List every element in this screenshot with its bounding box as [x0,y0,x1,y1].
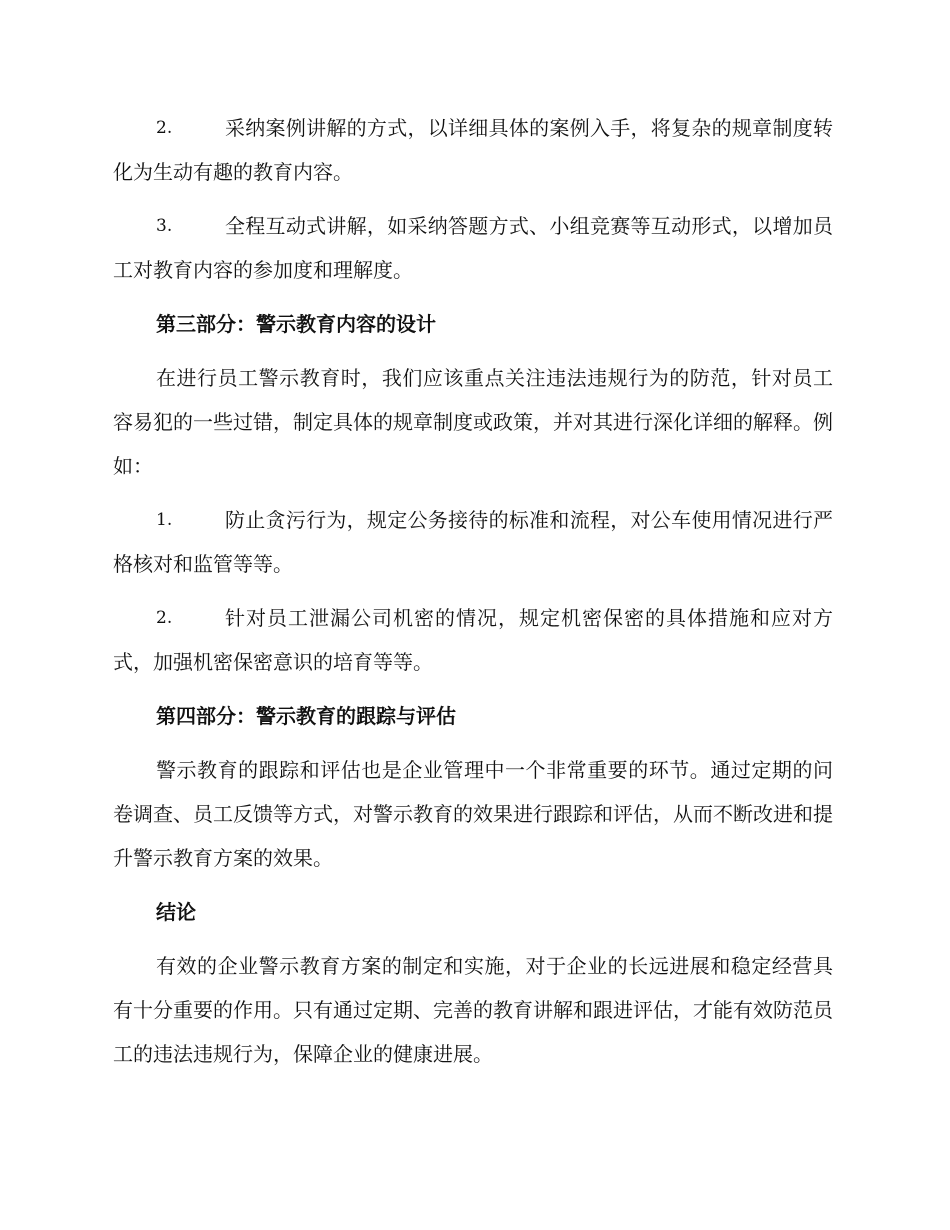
section-heading: 第三部分：警示教育内容的设计 [156,312,436,336]
list-text: 针对员工泄漏公司机密的情况，规定机密保密的具体措施和应对方式，加强机密保密意识的培育等等。 [113,606,833,674]
list-item [113,596,833,684]
list-text: 采纳案例讲解的方式，以详细具体的案例入手，将复杂的规章制度转化为生动有趣的教育内容。 [113,116,833,184]
list-text: 全程互动式讲解，如采纳答题方式、小组竞赛等互动形式，以增加员工对教育内容的参加度和理解度。 [113,214,833,282]
list-number: 1. [156,510,173,530]
document-page [113,106,833,1086]
paragraph: 警示教育的跟踪和评估也是企业管理中一个非常重要的环节。通过定期的问卷调查、员工反馈等方式，对警示教育的效果进行跟踪和评估，从而不断改进和提升警示教育方案的效果。 [113,758,833,870]
section-heading: 结论 [156,900,196,924]
list-text: 防止贪污行为，规定公务接待的标准和流程，对公车使用情况进行严格核对和监管等等。 [113,508,833,576]
paragraph: 在进行员工警示教育时，我们应该重点关注违法违规行为的防范，针对员工容易犯的一些过错，制定具体的规章制度或政策，并对其进行深化详细的解释。例如： [113,366,833,478]
section-heading: 第四部分：警示教育的跟踪与评估 [156,704,456,728]
list-item [113,204,833,292]
list-item [113,106,833,194]
paragraph: 有效的企业警示教育方案的制定和实施，对于企业的长远进展和稳定经营具有十分重要的作用。只有通过定期、完善的教育讲解和跟进评估，才能有效防范员工的违法违规行为，保障企业的健康进展。 [113,954,833,1066]
list-number: 3. [156,216,173,236]
list-number: 2. [156,118,173,138]
list-item [113,498,833,586]
list-number: 2. [156,608,173,628]
